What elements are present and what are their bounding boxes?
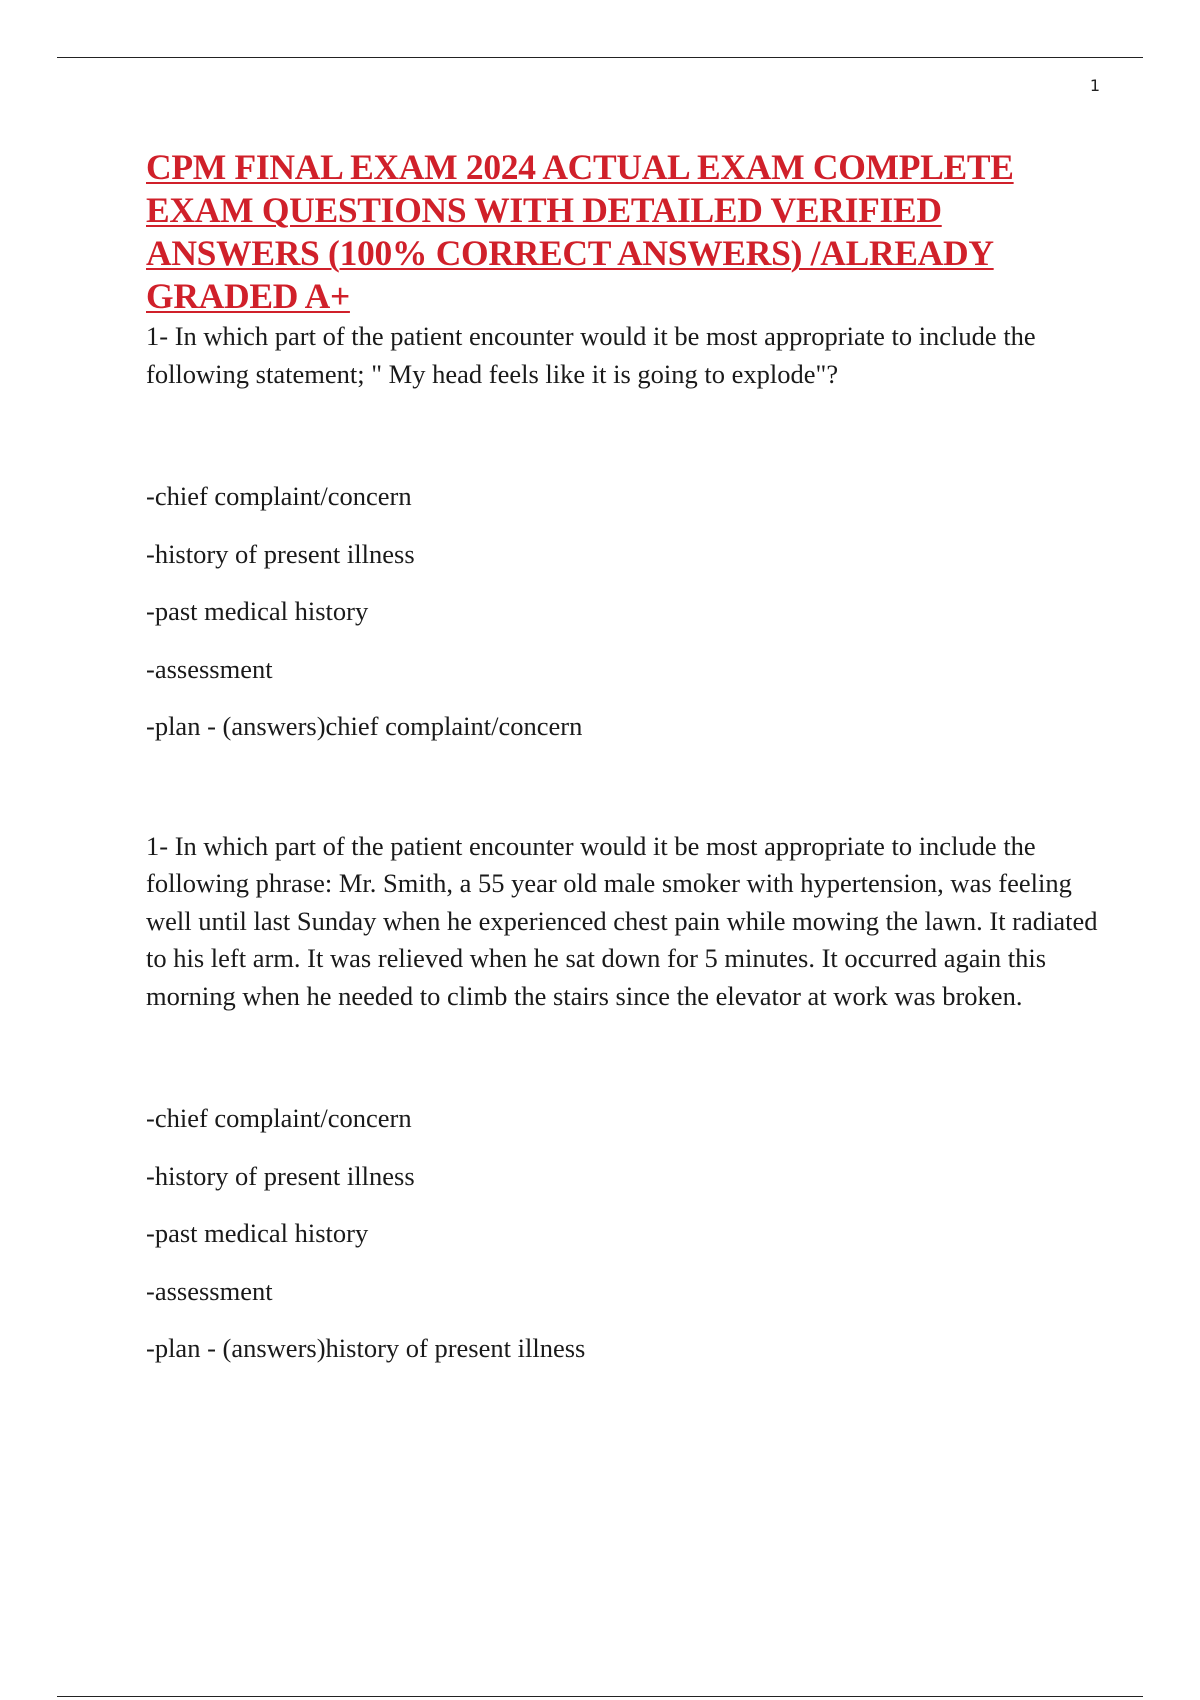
question-text: 1- In which part of the patient encounter would it be most appropriate to include the following phrase: Mr. Smith, a 55 year old male smoker with hypertension, was feeling well until last Sunday when he experienced chest pain while mowing the lawn. It radiated to his left arm. It was relieved when he sat down for 5 minutes. It occurred again this morning when he needed to climb the stairs since the elevator at work was broken.: [146, 830, 1098, 1011]
answer-options: [146, 468, 1106, 756]
answer-option-with-answer: -plan - (answers)history of present illness: [146, 1333, 586, 1363]
question-block: [146, 828, 1106, 1378]
answer-options: [146, 1090, 1106, 1378]
answer-option: -history of present illness: [146, 538, 415, 569]
answer-option: -past medical history: [146, 596, 369, 626]
answer-option-with-answer: -plan - (answers)chief complaint/concern: [146, 711, 583, 741]
answer-option: -history of present illness: [146, 1160, 415, 1191]
answer-option: -chief complaint/concern: [146, 481, 412, 511]
page-number: 1: [1089, 76, 1100, 95]
answer-option: -chief complaint/concern: [146, 1103, 412, 1133]
document-title: CPM FINAL EXAM 2024 ACTUAL EXAM COMPLETE EXAM QUESTIONS WITH DETAILED VERIFIED ANSWERS (100% CORRECT ANSWERS) /ALREADY GRADED A+: [146, 147, 1014, 316]
answer-option: -past medical history: [146, 1218, 369, 1248]
answer-option: -assessment: [146, 1275, 273, 1306]
document-body: [146, 146, 1106, 1378]
answer-option: -assessment: [146, 653, 273, 684]
question-text: 1- In which part of the patient encounter would it be most appropriate to include the following statement; " My head feels like it is going to explode"?: [146, 321, 1036, 389]
question-block: [146, 318, 1106, 756]
header-rule: [57, 57, 1143, 58]
footer-rule: [57, 1696, 1143, 1697]
